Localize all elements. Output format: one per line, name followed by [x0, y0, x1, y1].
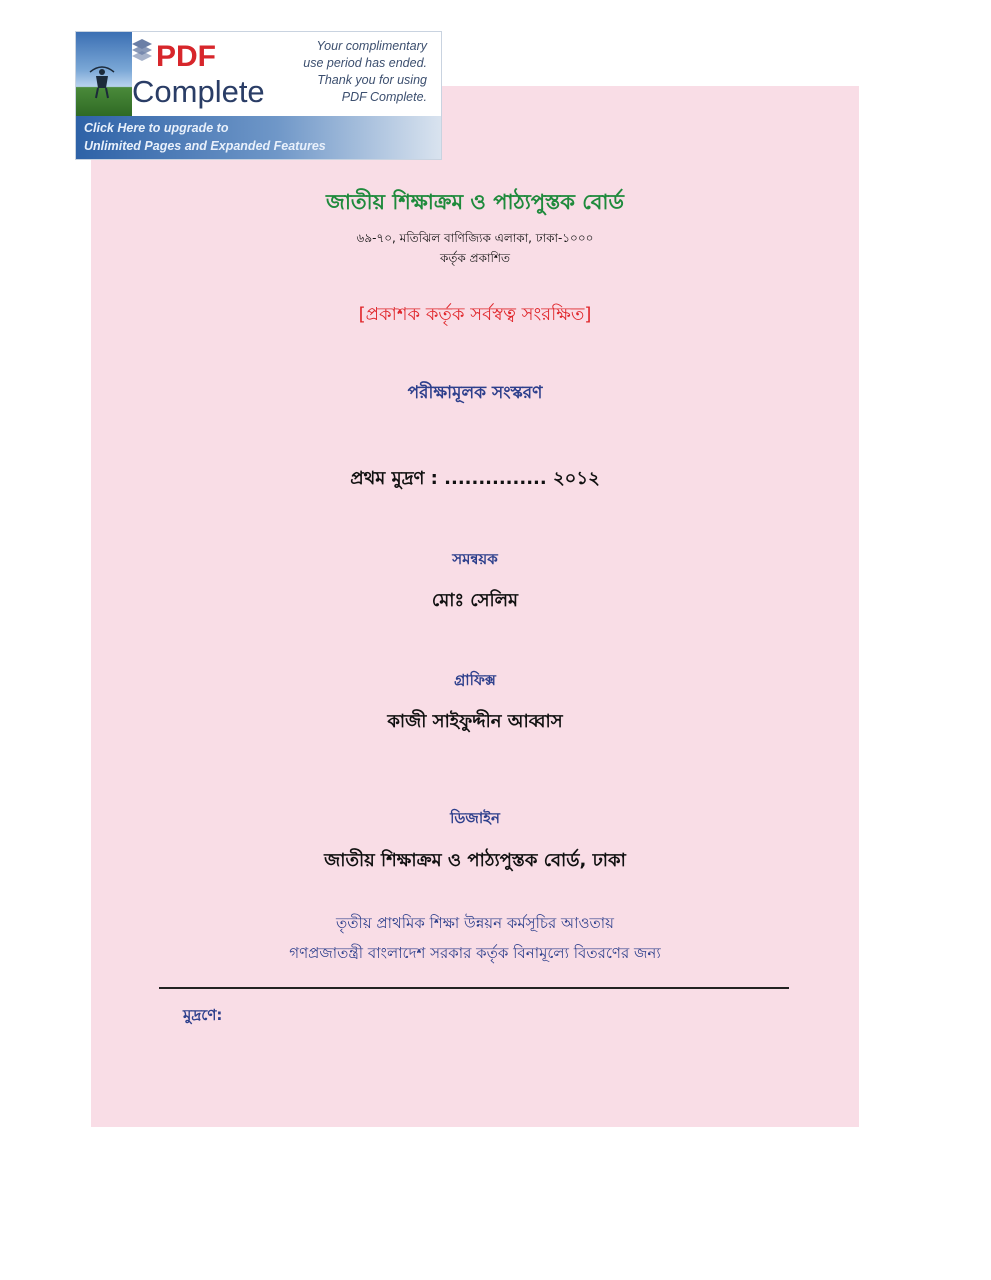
banner-photo [76, 32, 132, 116]
coordinator-label: সমন্বয়ক [452, 550, 498, 568]
design-name: জাতীয় শিক্ষাক্রম ও পাঠ্যপুস্তক বোর্ড, ঢাকা [324, 850, 626, 871]
published-by: কর্তৃক প্রকাশিত [440, 251, 510, 265]
graphics-name: কাজী সাইফুদ্দীন আব্বাস [387, 711, 563, 732]
banner-message [267, 38, 427, 106]
person-icon [76, 32, 132, 116]
coordinator-name: মোঃ সেলিম [431, 590, 519, 611]
pdf-complete-logo [130, 36, 280, 114]
brand-pdf-text: PDF [156, 40, 216, 73]
banner-message-line: Thank you for using [317, 73, 427, 87]
banner-message-line: use period has ended. [303, 56, 427, 70]
upgrade-link-line[interactable]: Unlimited Pages and Expanded Features [84, 139, 326, 153]
distribution-note-line-1: তৃতীয় প্রাথমিক শিক্ষা উন্নয়ন কর্মসূচির আওতায় [336, 914, 614, 932]
graphics-label: গ্রাফিক্স [454, 671, 496, 689]
pdf-complete-banner[interactable] [75, 31, 442, 160]
printer-label: মুদ্রণে: [183, 1006, 223, 1024]
upgrade-link-line[interactable]: Click Here to upgrade to [84, 121, 229, 135]
banner-message-line: Your complimentary [316, 39, 427, 53]
design-label: ডিজাইন [450, 809, 500, 827]
brand-complete-text: Complete [132, 74, 265, 109]
rights-notice: [প্রকাশক কর্তৃক সর্বস্বত্ব সংরক্ষিত] [358, 304, 592, 325]
first-print-line: প্রথম মুদ্রণ : ............... ২০১২ [350, 468, 600, 489]
upgrade-link[interactable] [76, 116, 441, 160]
document-page [91, 86, 859, 1127]
banner-message-line: PDF Complete. [341, 90, 427, 104]
board-title: জাতীয় শিক্ষাক্রম ও পাঠ্যপুস্তক বোর্ড [326, 190, 624, 214]
divider-line [159, 987, 789, 989]
distribution-note-line-2: গণপ্রজাতন্ত্রী বাংলাদেশ সরকার কর্তৃক বিনামূল্যে বিতরণের জন্য [289, 944, 661, 962]
board-address: ৬৯-৭০, মতিঝিল বাণিজ্যিক এলাকা, ঢাকা-১০০০ [356, 231, 594, 245]
edition-label: পরীক্ষামূলক সংস্করণ [407, 383, 543, 403]
